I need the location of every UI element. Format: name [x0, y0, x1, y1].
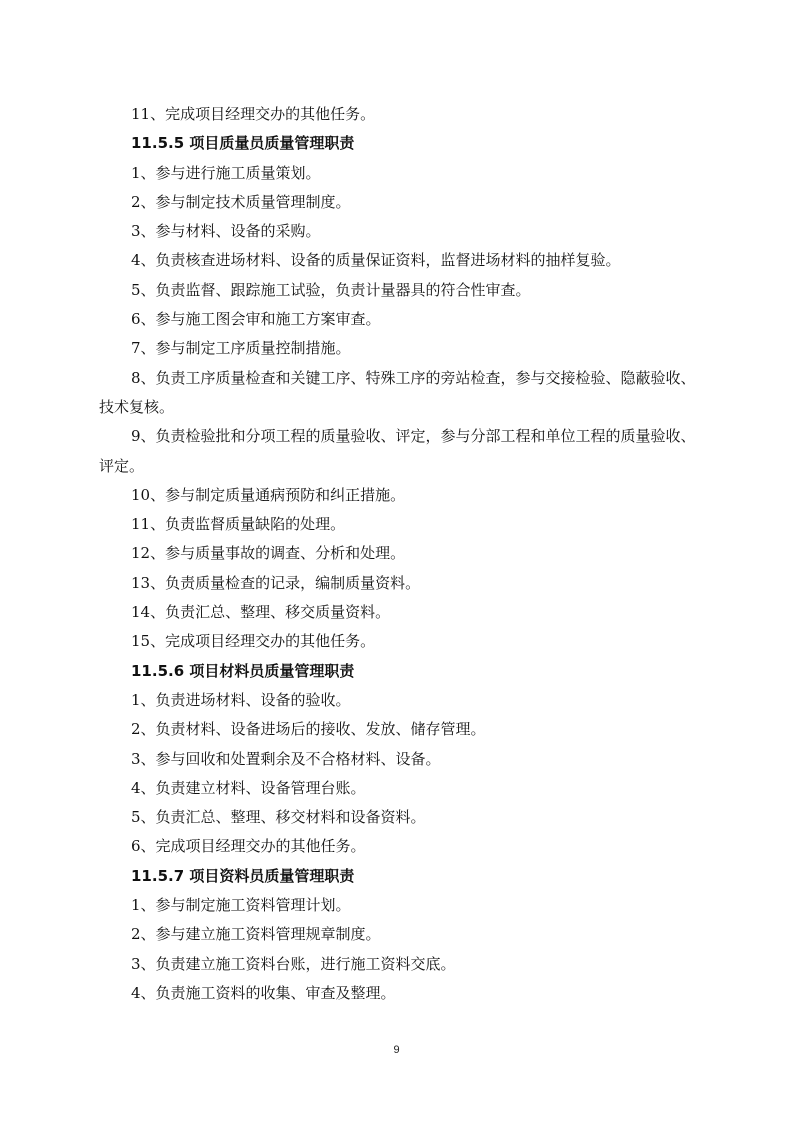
section-heading: 11.5.6 项目材料员质量管理职责 [131, 661, 355, 680]
list-item: 6、参与施工图会审和施工方案审查。 [131, 310, 381, 329]
list-item: 11、完成项目经理交办的其他任务。 [131, 105, 376, 123]
list-item: 3、参与回收和处置剩余及不合格材料、设备。 [131, 749, 441, 768]
list-item: 11、负责监督质量缺陷的处理。 [131, 515, 346, 534]
list-item: 5、负责监督、跟踪施工试验，负责计量器具的符合性审查。 [131, 280, 531, 299]
list-item: 15、完成项目经理交办的其他任务。 [131, 632, 376, 651]
list-item: 4、负责建立材料、设备管理台账。 [131, 778, 366, 797]
section-heading: 11.5.7 项目资料员质量管理职责 [131, 866, 355, 885]
list-item: 7、参与制定工序质量控制措施。 [131, 339, 351, 358]
list-item: 13、负责质量检查的记录，编制质量资料。 [131, 573, 421, 592]
list-item: 6、完成项目经理交办的其他任务。 [131, 837, 366, 856]
list-item: 3、参与材料、设备的采购。 [131, 222, 321, 241]
list-item: 2、参与制定技术质量管理制度。 [131, 192, 351, 211]
list-item: 12、参与质量事故的调查、分析和处理。 [131, 544, 406, 563]
list-item: 14、负责汇总、整理、移交质量资料。 [131, 603, 391, 622]
list-item: 5、负责汇总、整理、移交材料和设备资料。 [131, 808, 426, 827]
list-item: 1、参与制定施工资料管理计划。 [131, 896, 351, 915]
list-item: 8、负责工序质量检查和关键工序、特殊工序的旁站检查，参与交接检验、隐蔽验收、 [131, 368, 696, 387]
list-item: 4、负责施工资料的收集、审查及整理。 [131, 983, 396, 1002]
list-item: 2、负责材料、设备进场后的接收、发放、储存管理。 [131, 720, 486, 739]
list-item: 1、负责进场材料、设备的验收。 [131, 690, 351, 709]
page-number: 9 [393, 1044, 400, 1056]
list-item: 9、负责检验批和分项工程的质量验收、评定，参与分部工程和单位工程的质量验收、 [131, 427, 696, 446]
list-item: 2、参与建立施工资料管理规章制度。 [131, 925, 381, 944]
list-item: 10、参与制定质量通病预防和纠正措施。 [131, 485, 406, 504]
list-item: 3、负责建立施工资料台账，进行施工资料交底。 [131, 954, 456, 973]
list-item: 1、参与进行施工质量策划。 [131, 163, 321, 182]
paragraph-continuation: 技术复核。 [99, 397, 175, 416]
section-heading: 11.5.5 项目质量员质量管理职责 [131, 134, 355, 153]
paragraph-continuation: 评定。 [99, 456, 145, 475]
document-body [99, 100, 696, 1008]
list-item: 4、负责核查进场材料、设备的质量保证资料，监督进场材料的抽样复验。 [131, 251, 621, 270]
